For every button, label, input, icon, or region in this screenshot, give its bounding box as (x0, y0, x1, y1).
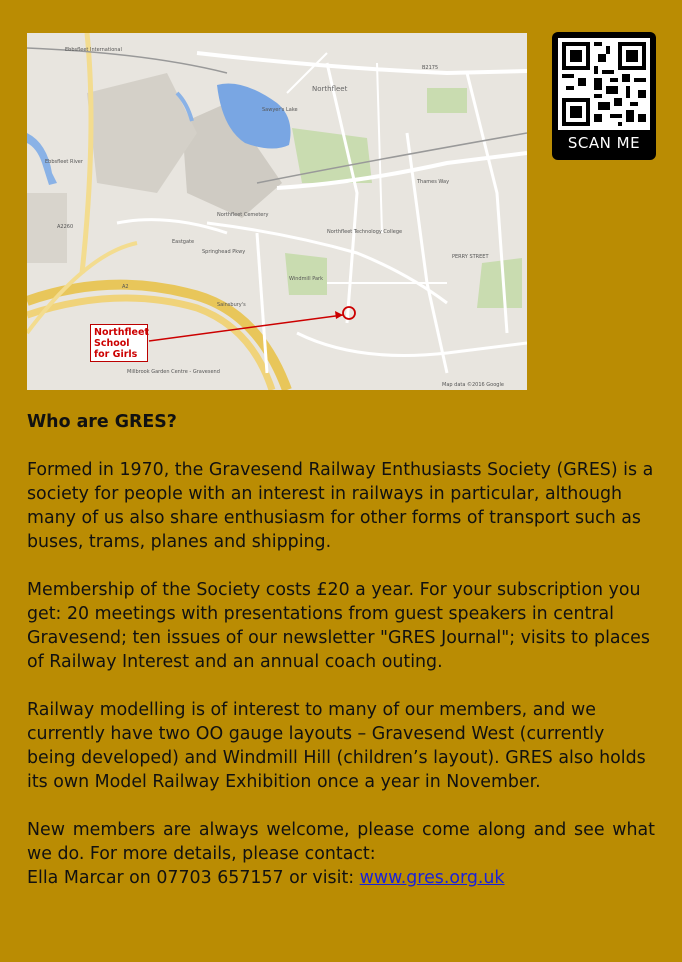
map-label-a2260: A2260 (57, 224, 74, 230)
contact-intro: New members are always welcome, please come along and see what we do. For more details, please contact: (27, 820, 655, 864)
map-label-northfleet: Northfleet (312, 85, 348, 93)
paragraph-about: Formed in 1970, the Gravesend Railway Enthusiasts Society (GRES) is a society for people with an interest in railways in particular, although many of us also share enthusiasm for other forms of transport such as buses, trams, planes and shipping. (27, 460, 654, 552)
map-label-windmill: Windmill Park (289, 276, 323, 282)
map-label-springhead: Springhead Pkwy (202, 249, 246, 255)
map-label-ebbsfleet-river: Ebbsfleet River (45, 159, 83, 165)
map-label-millbrook: Millbrook Garden Centre - Gravesend (127, 369, 220, 375)
paragraph-modelling: Railway modelling is of interest to many of our members, and we currently have two OO gauge layouts – Gravesend West (currently being developed) and Windmill Hill (children’s layout). GRES also holds its own Model Railway Exhibition once a year in November. (27, 700, 646, 792)
paragraph-contact (27, 818, 655, 890)
map-label-ebbsfleet-intl: Ebbsfleet International (65, 47, 122, 53)
map-label-perry-street: PERRY STREET (452, 254, 489, 260)
map-label-sawyers-lake: Sawyer's Lake (262, 107, 298, 113)
map-label-sainsburys: Sainsbury's (217, 302, 246, 308)
qr-pattern (558, 38, 650, 130)
main-content (27, 410, 655, 890)
contact-details: Ella Marcar on 07703 657157 or visit: (27, 868, 360, 888)
map-label-thames-way: Thames Way (417, 179, 450, 185)
map-label-a2: A2 (122, 284, 129, 290)
map-label-tech-college: Northfleet Technology College (327, 229, 403, 235)
map-label-cemetery: Northfleet Cemetery (217, 212, 269, 218)
school-label: Northfleet School for Girls (90, 324, 148, 362)
page-heading: Who are GRES? (27, 412, 177, 432)
paragraph-membership: Membership of the Society costs £20 a year. For your subscription you get: 20 meetings with presentations from guest speakers in central Gravesend; ten issues of our newsletter "GRES Journal"; visits to places of Railway Interest and an annual coach outing. (27, 580, 650, 672)
website-link[interactable]: www.gres.org.uk (359, 868, 505, 888)
qr-label: SCAN ME (567, 134, 641, 152)
map-label-b2175: B2175 (422, 65, 439, 71)
qr-code[interactable] (552, 32, 656, 160)
qr-icon (558, 38, 650, 130)
location-map (27, 33, 527, 390)
map-label-eastgate: Eastgate (172, 239, 195, 245)
map-copyright: Map data ©2016 Google (442, 382, 504, 388)
